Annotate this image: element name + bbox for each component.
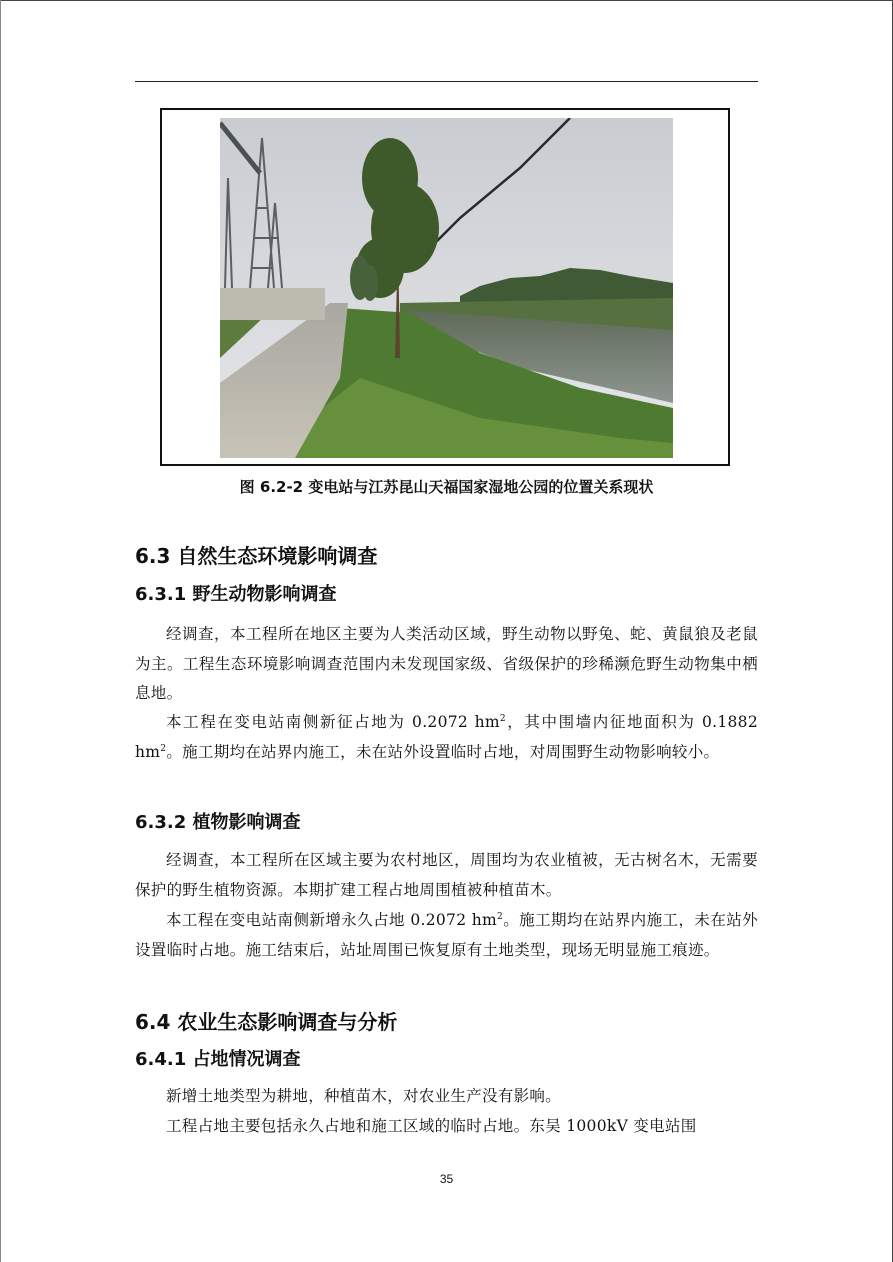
- page-border-top: [0, 0, 893, 1]
- section-title-6-3-2: 6.3.2 植物影响调查: [135, 812, 301, 833]
- page-number: 35: [439, 1172, 454, 1186]
- page-border-left: [0, 0, 1, 1262]
- substation-wall: [220, 288, 325, 320]
- paragraph-wildlife-2: 本工程在变电站南侧新征占地为 0.2072 $hm^2$，其中围墙内征地面积为 0.1882 $hm^2$。施工期均在站界内施工，未在站外设置临时占地，对周围野生动物影响较小。: [135, 713, 758, 761]
- section-title-6-3-1: 6.3.1 野生动物影响调查: [135, 584, 337, 605]
- header-rule: [135, 81, 758, 82]
- figure-caption: 图 6.2-2 变电站与江苏昆山天福国家湿地公园的位置关系现状: [239, 478, 654, 496]
- paragraph-land-1: 新增土地类型为耕地，种植苗木，对农业生产没有影响。: [166, 1087, 562, 1105]
- substation-wetland-photo: [220, 118, 673, 458]
- section-title-6-3: 6.3 自然生态环境影响调查: [135, 544, 378, 568]
- paragraph-land-2: 工程占地主要包括永久占地和施工区域的临时占地。东吴 1000kV 变电站围: [166, 1117, 697, 1135]
- section-title-6-4: 6.4 农业生态影响调查与分析: [135, 1010, 398, 1034]
- paragraph-plants-2: 本工程在变电站南侧新增永久占地 0.2072 $hm^2$。施工期均在站界内施工，未在站外设置临时占地。施工结束后，站址周围已恢复原有土地类型，现场无明显施工痕迹。: [135, 911, 758, 959]
- section-title-6-4-1: 6.4.1 占地情况调查: [135, 1049, 301, 1070]
- paragraph-wildlife-1: 经调查，本工程所在地区主要为人类活动区域，野生动物以野兔、蛇、黄鼠狼及老鼠为主。工程生态环境影响调查范围内未发现国家级、省级保护的珍稀濒危野生动物集中栖息地。: [135, 625, 758, 702]
- paragraph-plants-1: 经调查，本工程所在区域主要为农村地区，周围均为农业植被，无古树名木，无需要保护的野生植物资源。本期扩建工程占地周围植被种植苗木。: [135, 851, 758, 899]
